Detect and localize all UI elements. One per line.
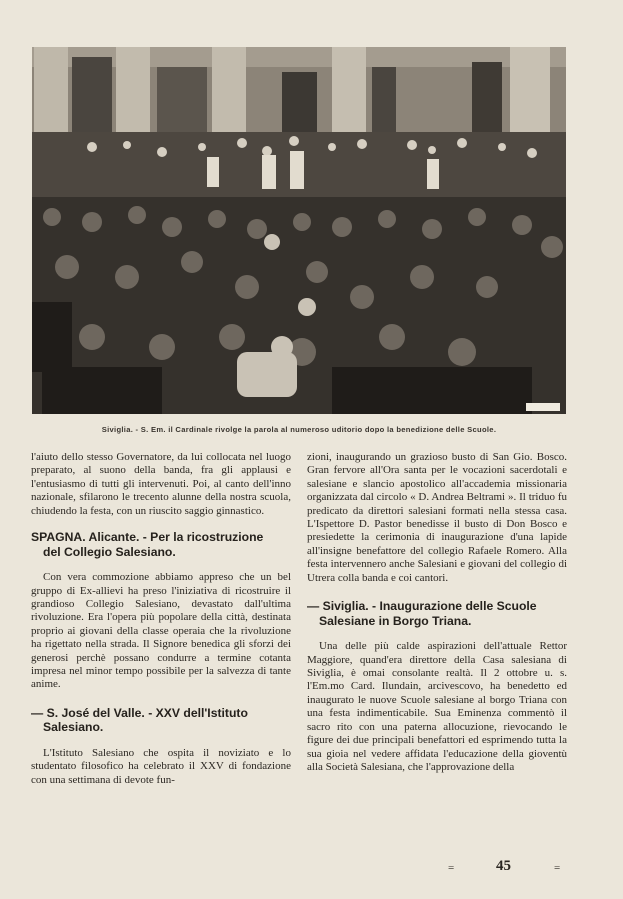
section-heading	[31, 706, 291, 735]
footer-ornament: =	[448, 862, 455, 874]
right-column	[307, 451, 567, 774]
page-number: 45	[496, 858, 511, 874]
crowd-photo-icon	[32, 47, 566, 414]
section-heading-line: SPAGNA. Alicante. - Per la ricostruzione	[31, 530, 264, 545]
paragraph: Con vera commozione abbiamo appreso che un bel gruppo di Ex-allievi ha preso l'iniziativa di ricostruire il grandioso Collegio Salesiano, devastato dall'ultima rivoluzione. Era l'opera più popolare della città, destinata proprio ai giovani della classe operaia che la rivoluzione ha rigettato nella strada. Il Signore benedica gli sforzi dei generosi perchè possano condurre a termine cotanta impresa nel minor tempo possibile per la salvezza di tante anime.	[31, 571, 291, 691]
paragraph: zioni, inaugurando un grazioso busto di San Gio. Bosco. Gran fervore all'Ora santa per le vocazioni sacerdotali e salesiane e slancio apostolico all'accademia missionaria organizzata dal circolo « D. Andrea Beltrami ». Il triduo fu predicato da direttori salesiani formati nella stessa casa. L'Ispettore D. Pastor benedisse il busto di Don Bosco e presiedette la cerimonia di inaugurazione d'una lapide all'insigne benefattore del collegio Rafaele Romero. Alla festa intervennero anche Salesiani e giovani del collegio di Utrera colla banda e coi cantori.	[307, 451, 567, 584]
section-heading	[31, 530, 291, 559]
crowd-photo	[32, 47, 566, 414]
section-heading-line: del Collegio Salesiano.	[43, 544, 176, 559]
paragraph: L'Istituto Salesiano che ospita il noviziato e lo studentato filosofico ha celebrato il XXV di fondazione con una settimana di devote fun-	[31, 747, 291, 786]
section-heading	[307, 599, 567, 628]
paragraph: l'aiuto dello stesso Governatore, da lui collocata nel luogo preparato, al suono della banda, fra gli applausi e l'entusiasmo di tutti gli intervenuti. Poi, al canto dell'inno nazionale, sfilarono le trecento alunne della nostra scuola, chiudendo la festa, con un riuscito saggio ginnastico.	[31, 451, 291, 517]
paragraph: Una delle più calde aspirazioni dell'attuale Rettor Maggiore, quand'era direttore della Casa salesiana di Siviglia, è omai consolante realtà. Il 2 ottobre u. s. l'Em.mo Card. Ilundain, arcivescovo, ha benedetto ed inaugurato le nuove Scuole salesiane al borgo Triana con una festa indimenticabile. Sua Eminenza commentò il sacro rito con una paterna allocuzione, rievocando le figure dei due principali benefattori ed esprimendo tutta la sua gioia nel vedere affidata l'educazione della gioventù alla Società Salesiana, che l'approvazione della	[307, 640, 567, 773]
photo-caption: Siviglia. - S. Em. il Cardinale rivolge la parola al numeroso uditorio dopo la benedizione delle Scuole.	[101, 425, 497, 434]
section-heading-line: — S. José del Valle. - XXV dell'Istituto	[31, 705, 248, 720]
footer-ornament: =	[554, 862, 561, 874]
section-heading-line: Salesiane in Borgo Triana.	[319, 613, 472, 628]
left-column	[31, 451, 291, 787]
section-heading-line: Salesiano.	[43, 720, 104, 735]
section-heading-line: — Siviglia. - Inaugurazione delle Scuole	[307, 599, 537, 614]
